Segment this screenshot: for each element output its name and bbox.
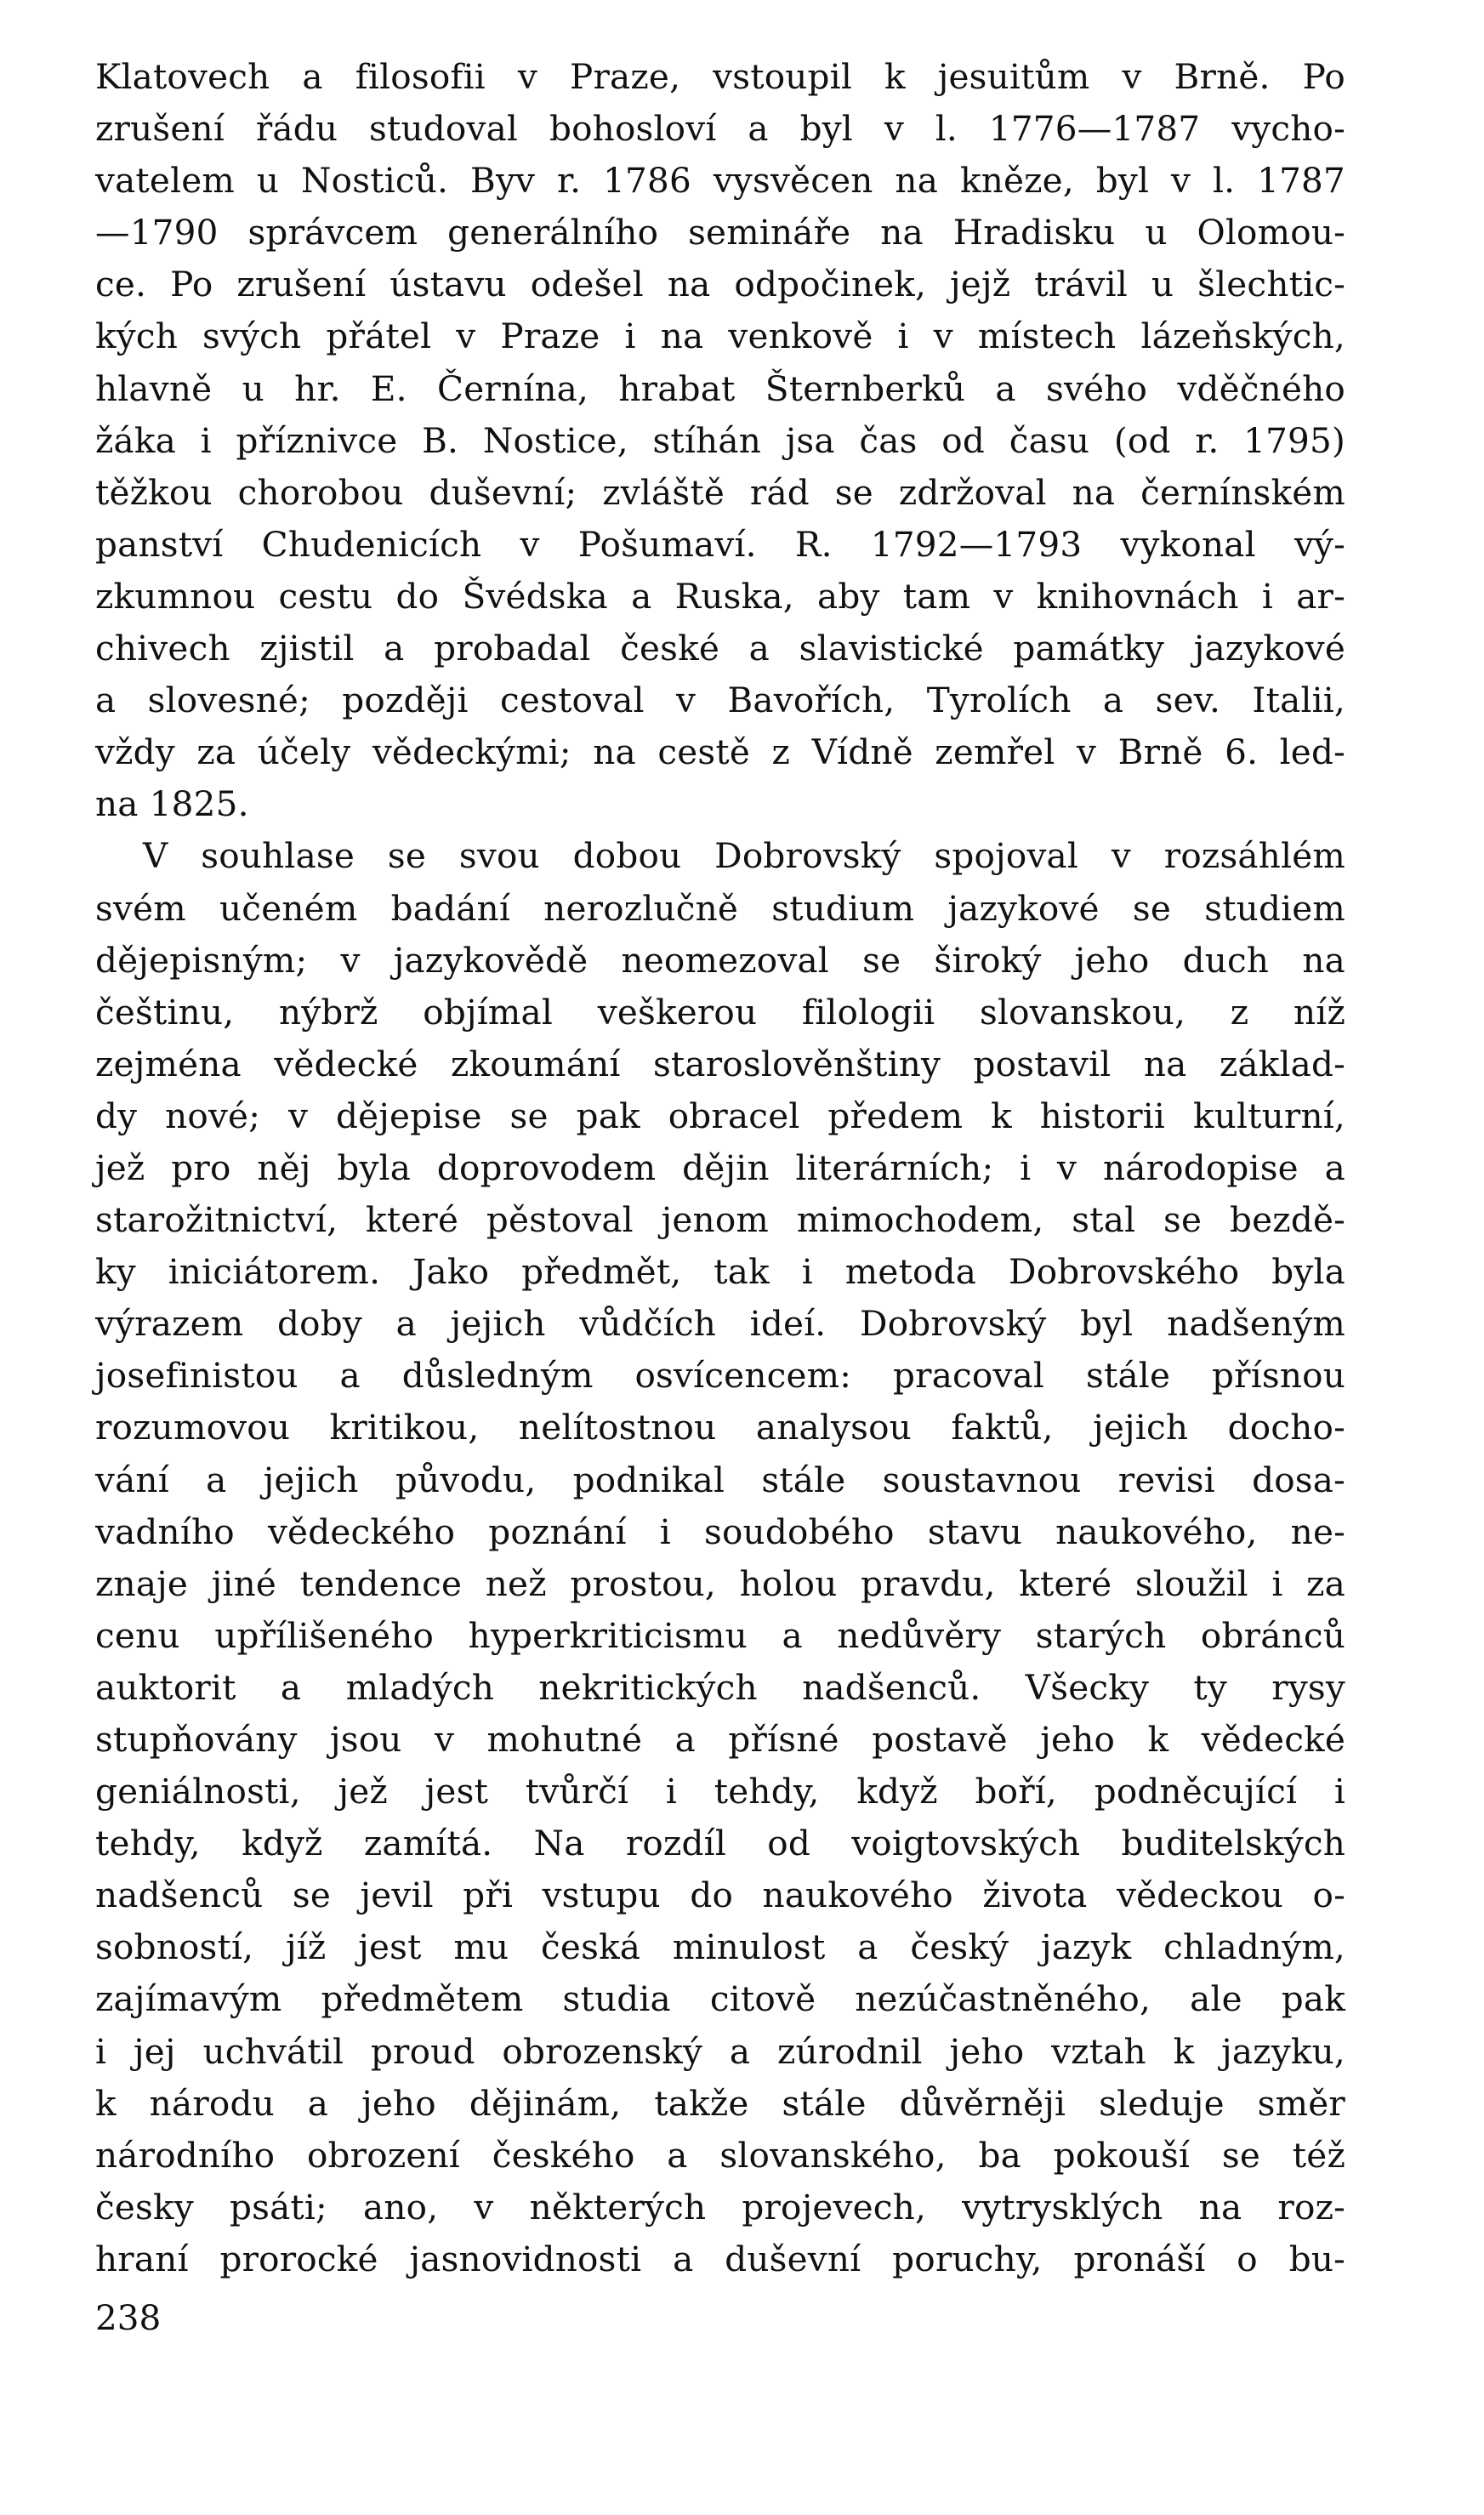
text-line: —1790 správcem generálního semináře na Hradisku u Olomou- <box>95 212 1345 253</box>
text-line: česky psáti; ano, v některých projevech, vytrysklých na roz- <box>95 2186 1345 2228</box>
text-line: dějepisným; v jazykovědě neomezoval se široký jeho duch na <box>95 939 1345 981</box>
text-line: auktorit a mladých nekritických nadšenců. Všecky ty rysy <box>95 1666 1345 1708</box>
text-line: češtinu, nýbrž objímal veškerou filologii slovanskou, z níž <box>95 991 1345 1033</box>
text-line: sobností, jíž jest mu česká minulost a český jazyk chladným, <box>95 1926 1345 1968</box>
text-line: chivech zjistil a probadal české a slavistické památky jazykové <box>95 628 1345 669</box>
text-line: zejména vědecké zkoumání staroslověnštiny postavil na základ- <box>95 1043 1345 1084</box>
text-line: josefinistou a důsledným osvícencem: pracoval stále přísnou <box>95 1355 1345 1397</box>
text-line: jež pro něj byla doprovodem dějin literárních; i v národopise a <box>95 1147 1345 1188</box>
text-line: starožitnictví, které pěstoval jenom mimochodem, stal se bezdě- <box>95 1199 1345 1241</box>
text-line: vadního vědeckého poznání i soudobého stavu naukového, ne- <box>95 1511 1345 1552</box>
paragraph-first-line: V souhlase se svou dobou Dobrovský spojoval v rozsáhlém <box>143 835 1345 877</box>
text-line: hraní prorocké jasnovidnosti a duševní poruchy, pronáší o bu- <box>95 2238 1345 2279</box>
text-line: panství Chudenicích v Pošumaví. R. 1792—1793 vykonal vý- <box>95 523 1345 565</box>
text-line: tehdy, když zamítá. Na rozdíl od voigtovských buditelských <box>95 1823 1345 1864</box>
text-line: ky iniciátorem. Jako předmět, tak i metoda Dobrovského byla <box>95 1251 1345 1293</box>
text-line: zajímavým předmětem studia citově nezúčastněného, ale pak <box>95 1978 1345 2020</box>
text-line: i jej uchvátil proud obrozenský a zúrodnil jeho vztah k jazyku, <box>95 2030 1345 2072</box>
page-number: 238 <box>95 2297 162 2338</box>
text-line: a slovesné; později cestoval v Bavořích, Tyrolích a sev. Italii, <box>95 680 1345 721</box>
text-line: cenu upřílišeného hyperkriticismu a nedůvěry starých obránců <box>95 1614 1345 1656</box>
text-line: Klatovech a filosofii v Praze, vstoupil k jesuitům v Brně. Po <box>95 56 1345 97</box>
text-line: těžkou chorobou duševní; zvláště rád se zdržoval na černínském <box>95 471 1345 513</box>
text-line: na 1825. <box>95 783 249 825</box>
text-line: hlavně u hr. E. Černína, hrabat Šternberků a svého vděčného <box>95 367 1345 409</box>
text-line: rozumovou kritikou, nelítostnou analysou faktů, jejich docho- <box>95 1407 1345 1448</box>
text-line: geniálnosti, jež jest tvůrčí i tehdy, když boří, podněcující i <box>95 1771 1345 1812</box>
text-line: vždy za účely vědeckými; na cestě z Vídně zemřel v Brně 6. led- <box>95 731 1345 773</box>
text-line: žáka i příznivce B. Nostice, stíhán jsa čas od času (od r. 1795) <box>95 419 1345 461</box>
text-line: vatelem u Nosticů. Byv r. 1786 vysvěcen na kněze, byl v l. 1787 <box>95 160 1345 202</box>
text-line: kých svých přátel v Praze i na venkově i v místech lázeňských, <box>95 316 1345 357</box>
body-text <box>95 51 1345 2285</box>
text-line: svém učeném badání nerozlučně studium jazykové se studiem <box>95 887 1345 929</box>
text-line: zkumnou cestu do Švédska a Ruska, aby tam v knihovnách i ar- <box>95 575 1345 617</box>
text-line: výrazem doby a jejich vůdčích ideí. Dobrovský byl nadšeným <box>95 1303 1345 1345</box>
text-line: vání a jejich původu, podnikal stále soustavnou revisi dosa- <box>95 1459 1345 1500</box>
text-line: stupňovány jsou v mohutné a přísné postavě jeho k vědecké <box>95 1719 1345 1760</box>
text-line: národního obrození českého a slovanského, ba pokouší se též <box>95 2134 1345 2176</box>
text-line: k národu a jeho dějinám, takže stále důvěrněji sleduje směr <box>95 2082 1345 2124</box>
text-line: zrušení řádu studoval bohosloví a byl v l. 1776—1787 vycho- <box>95 108 1345 150</box>
text-line: znaje jiné tendence než prostou, holou pravdu, které sloužil i za <box>95 1562 1345 1604</box>
text-line: ce. Po zrušení ústavu odešel na odpočinek, jejž trávil u šlechtic- <box>95 264 1345 305</box>
text-line: dy nové; v dějepise se pak obracel předem k historii kulturní, <box>95 1095 1345 1136</box>
text-line: nadšenců se jevil při vstupu do naukového života vědeckou o- <box>95 1875 1345 1916</box>
